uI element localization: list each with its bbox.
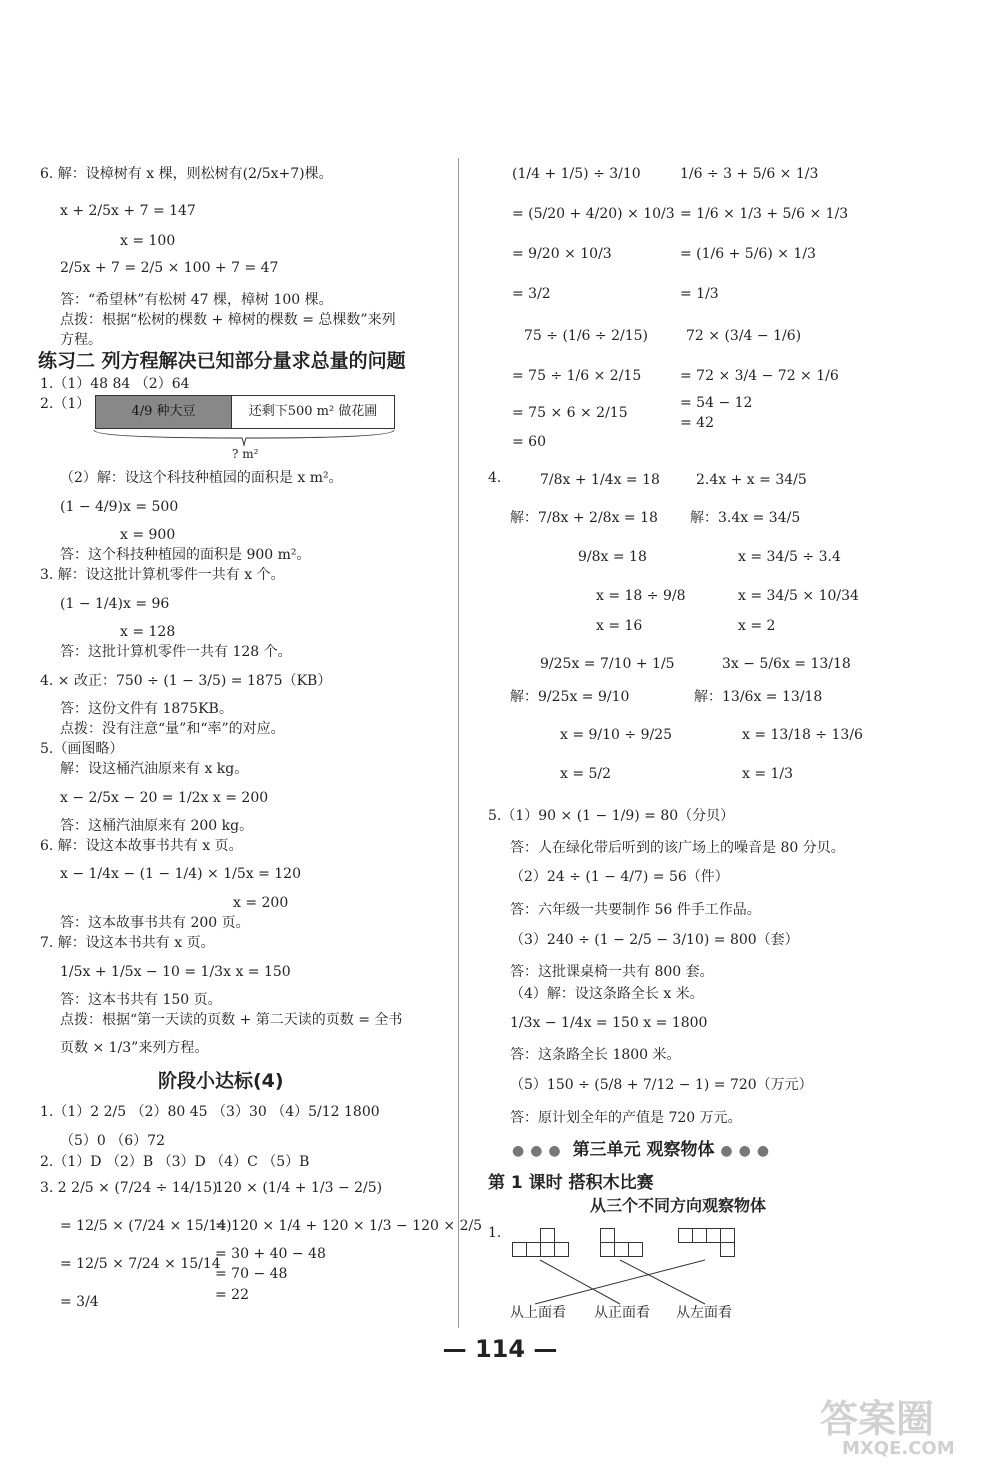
column-divider (458, 158, 459, 1328)
exercise-5-eq: x − 2/5x − 20 = 1/2x x = 200 (60, 790, 269, 806)
bar-segment-soybean: 4/9 种大豆 (96, 396, 232, 428)
calc2a-step2: = 75 ÷ 1/6 × 2/15 (512, 368, 642, 384)
stage-q3a-step3: = 12/5 × 7/24 × 15/14 (60, 1256, 221, 1272)
view-top-label: 从上面看 (510, 1305, 566, 1321)
stage-title: 阶段小达标(4) (158, 1070, 284, 1092)
exercise-7: 7. 解：设这本书共有 x 页。 (40, 935, 215, 951)
exercise-7-eq: 1/5x + 1/5x − 10 = 1/3x x = 150 (60, 964, 291, 980)
matching-lines (500, 1258, 760, 1308)
calc1a-step3: = 9/20 × 10/3 (512, 246, 612, 262)
view-front-label: 从正面看 (594, 1305, 650, 1321)
q5-2-answer: 答：六年级一共要制作 56 件手工作品。 (510, 902, 761, 918)
q5-2: （2）24 ÷ (1 − 4/7) = 56（件） (510, 869, 729, 885)
exercise-4-answer: 答：这份文件有 1875KB。 (60, 701, 233, 717)
q6-intro: 6. 解：设樟树有 x 棵，则松树有(2/5x+7)棵。 (40, 166, 333, 182)
exercise-6-eq2: x = 200 (233, 895, 289, 911)
q5-5-answer: 答：原计划全年的产值是 720 万元。 (510, 1110, 742, 1126)
unit-dots-left: ●●● (512, 1143, 567, 1159)
exercise-4: 4. × 改正：750 ÷ (1 − 3/5) = 1875（KB） (40, 673, 332, 689)
exercise-4-tip: 点拨：没有注意“量”和“率”的对应。 (60, 721, 285, 737)
calc1a-step4: = 3/2 (512, 286, 551, 302)
calc2a-step1: 75 ÷ (1/6 ÷ 2/15) (524, 328, 648, 344)
eq4b-step5: x = 2 (738, 618, 776, 634)
bar-total-brace (92, 428, 397, 448)
section-title: 练习二 列方程解决已知部分量求总量的问题 (38, 350, 406, 372)
eq4c-step1: 9/25x = 7/10 + 1/5 (540, 656, 675, 672)
calc1b-step2: = 1/6 × 1/3 + 5/6 × 1/3 (680, 206, 849, 222)
exercise-6: 6. 解：设这本故事书共有 x 页。 (40, 838, 243, 854)
exercise-7-tip-line2: 页数 × 1/3”来列方程。 (60, 1040, 209, 1056)
q5-1-answer: 答：人在绿化带后听到的该广场上的噪音是 80 分贝。 (510, 840, 845, 856)
eq4c-step2: 解：9/25x = 9/10 (510, 689, 630, 705)
q5-3-answer: 答：这批课桌椅一共有 800 套。 (510, 964, 714, 980)
q5-3: （3）240 ÷ (1 − 2/5 − 3/10) = 800（套） (510, 932, 799, 948)
eq4a-step5: x = 16 (596, 618, 643, 634)
exercise-2-eq2: x = 900 (120, 527, 176, 543)
q5-4-answer: 答：这条路全长 1800 米。 (510, 1047, 681, 1063)
unit-title-text: 第三单元 观察物体 (572, 1140, 715, 1160)
exercise-2-eq1: (1 − 4/9)x = 500 (60, 499, 179, 515)
segment-bar-diagram (95, 395, 395, 429)
calc1b-step4: = 1/3 (680, 286, 719, 302)
exercise-5: 5.（画图略） (40, 741, 124, 757)
stage-q3b-step1: 120 × (1/4 + 1/3 − 2/5) (215, 1180, 383, 1196)
q6-eq3: 2/5x + 7 = 2/5 × 100 + 7 = 47 (60, 260, 279, 276)
unit-dots-right: ●●● (720, 1143, 776, 1159)
exercise-7-answer: 答：这本书共有 150 页。 (60, 992, 222, 1008)
eq4b-step4: x = 34/5 × 10/34 (738, 588, 859, 604)
exercise-5-solution: 解：设这桶汽油原来有 x kg。 (60, 761, 249, 777)
eq4d-step3: x = 13/18 ÷ 13/6 (742, 727, 863, 743)
lesson-label: 第 1 课时 搭积木比赛 (488, 1173, 654, 1193)
stage-q3a-step2: = 12/5 × (7/24 × 15/14) (60, 1218, 232, 1234)
eq4c-step3: x = 9/10 ÷ 9/25 (560, 727, 673, 743)
q6-eq1: x + 2/5x + 7 = 147 (60, 203, 196, 219)
eq4a-step2: 解：7/8x + 2/8x = 18 (510, 510, 658, 526)
unit-title (512, 1140, 775, 1161)
stage-q3b-step5: = 22 (215, 1287, 249, 1303)
stage-q3b-step4: = 70 − 48 (215, 1266, 288, 1282)
q5-5: （5）150 ÷ (5/8 + 7/12 − 1) = 720（万元） (510, 1077, 813, 1093)
calc2b-step1: 72 × (3/4 − 1/6) (686, 328, 802, 344)
figure-question-number: 1. (488, 1225, 502, 1241)
stage-q3b-step3: = 30 + 40 − 48 (215, 1246, 326, 1262)
calc2b-step2: = 72 × 3/4 − 72 × 1/6 (680, 368, 839, 384)
q6-eq2: x = 100 (120, 233, 176, 249)
q5-4-eq: 1/3x − 1/4x = 150 x = 1800 (510, 1015, 708, 1031)
exercise-7-tip-line1: 点拨：根据“第一天读的页数 + 第二天读的页数 = 全书 (60, 1012, 403, 1028)
stage-q3b-step2: = 120 × 1/4 + 120 × 1/3 − 120 × 2/5 (215, 1218, 483, 1234)
calc2a-step3: = 75 × 6 × 2/15 (512, 405, 628, 421)
eq4c-step4: x = 5/2 (560, 766, 612, 782)
exercise-5-answer: 答：这桶汽油原来有 200 kg。 (60, 818, 254, 834)
watermark-logo: 答案圈 (820, 1397, 935, 1441)
q6-answer: 答：“希望林”有松树 47 棵，樟树 100 棵。 (60, 292, 333, 308)
calc1b-step3: = (1/6 + 5/6) × 1/3 (680, 246, 816, 262)
q5-1: 5.（1）90 × (1 − 1/9) = 80（分贝） (488, 808, 735, 824)
stage-q2: 2.（1）D （2）B （3）D （4）C （5）B (40, 1154, 310, 1170)
page-number: — 114 — (442, 1335, 558, 1363)
calc2a-step4: = 60 (512, 434, 546, 450)
calc1a-step1: (1/4 + 1/5) ÷ 3/10 (512, 166, 641, 182)
exercise-3-answer: 答：这批计算机零件一共有 128 个。 (60, 644, 292, 660)
stage-q1-line1: 1.（1）2 2/5 （2）80 45 （3）30 （4）5/12 1800 (40, 1104, 380, 1120)
exercise-3: 3. 解：设这批计算机零件一共有 x 个。 (40, 567, 285, 583)
eq4d-step1: 3x − 5/6x = 13/18 (722, 656, 851, 672)
exercise-2-label: 2.（1） (40, 396, 91, 412)
eq4b-step1: 2.4x + x = 34/5 (696, 472, 807, 488)
eq4a-step4: x = 18 ÷ 9/8 (596, 588, 686, 604)
stage-q3a-step4: = 3/4 (60, 1294, 99, 1310)
bar-total-label: ? m² (232, 447, 259, 461)
calc2b-step4: = 42 (680, 415, 714, 431)
exercise-2-answer: 答：这个科技种植园的面积是 900 m²。 (60, 547, 311, 563)
exercise-3-eq1: (1 − 1/4)x = 96 (60, 596, 170, 612)
eq4d-step4: x = 1/3 (742, 766, 794, 782)
watermark-url: MXQE.COM (842, 1438, 955, 1459)
bar-segment-remaining: 还剩下500 m² 做花圃 (248, 404, 378, 419)
exercise-2-2: （2）解：设这个科技种植园的面积是 x m²。 (60, 470, 343, 486)
q6-tip-line1: 点拨：根据“松树的棵数 + 樟树的棵数 = 总棵数”来列 (60, 312, 396, 328)
exercise-6-eq1: x − 1/4x − (1 − 1/4) × 1/5x = 120 (60, 866, 301, 882)
eq4a-step3: 9/8x = 18 (578, 549, 647, 565)
q6-tip-line2: 方程。 (60, 332, 102, 348)
exercise-3-eq2: x = 128 (120, 624, 176, 640)
q5-4: （4）解：设这条路全长 x 米。 (510, 986, 704, 1002)
eq4b-step2: 解：3.4x = 34/5 (690, 510, 801, 526)
calc2b-step3: = 54 − 12 (680, 395, 753, 411)
exercise-1: 1.（1）48 84 （2）64 (40, 376, 190, 392)
q4-label: 4. (488, 470, 502, 486)
stage-q1-line2: （5）0 （6）72 (60, 1133, 165, 1149)
lesson-subtitle: 从三个不同方向观察物体 (590, 1196, 767, 1215)
view-left-label: 从左面看 (676, 1305, 732, 1321)
exercise-6-answer: 答：这本故事书共有 200 页。 (60, 915, 250, 931)
eq4d-step2: 解：13/6x = 13/18 (694, 689, 823, 705)
stage-q3a-step1: 3. 2 2/5 × (7/24 ÷ 14/15) (40, 1180, 218, 1196)
calc1a-step2: = (5/20 + 4/20) × 10/3 (512, 206, 675, 222)
calc1b-step1: 1/6 ÷ 3 + 5/6 × 1/3 (680, 166, 819, 182)
eq4a-step1: 7/8x + 1/4x = 18 (540, 472, 660, 488)
eq4b-step3: x = 34/5 ÷ 3.4 (738, 549, 841, 565)
